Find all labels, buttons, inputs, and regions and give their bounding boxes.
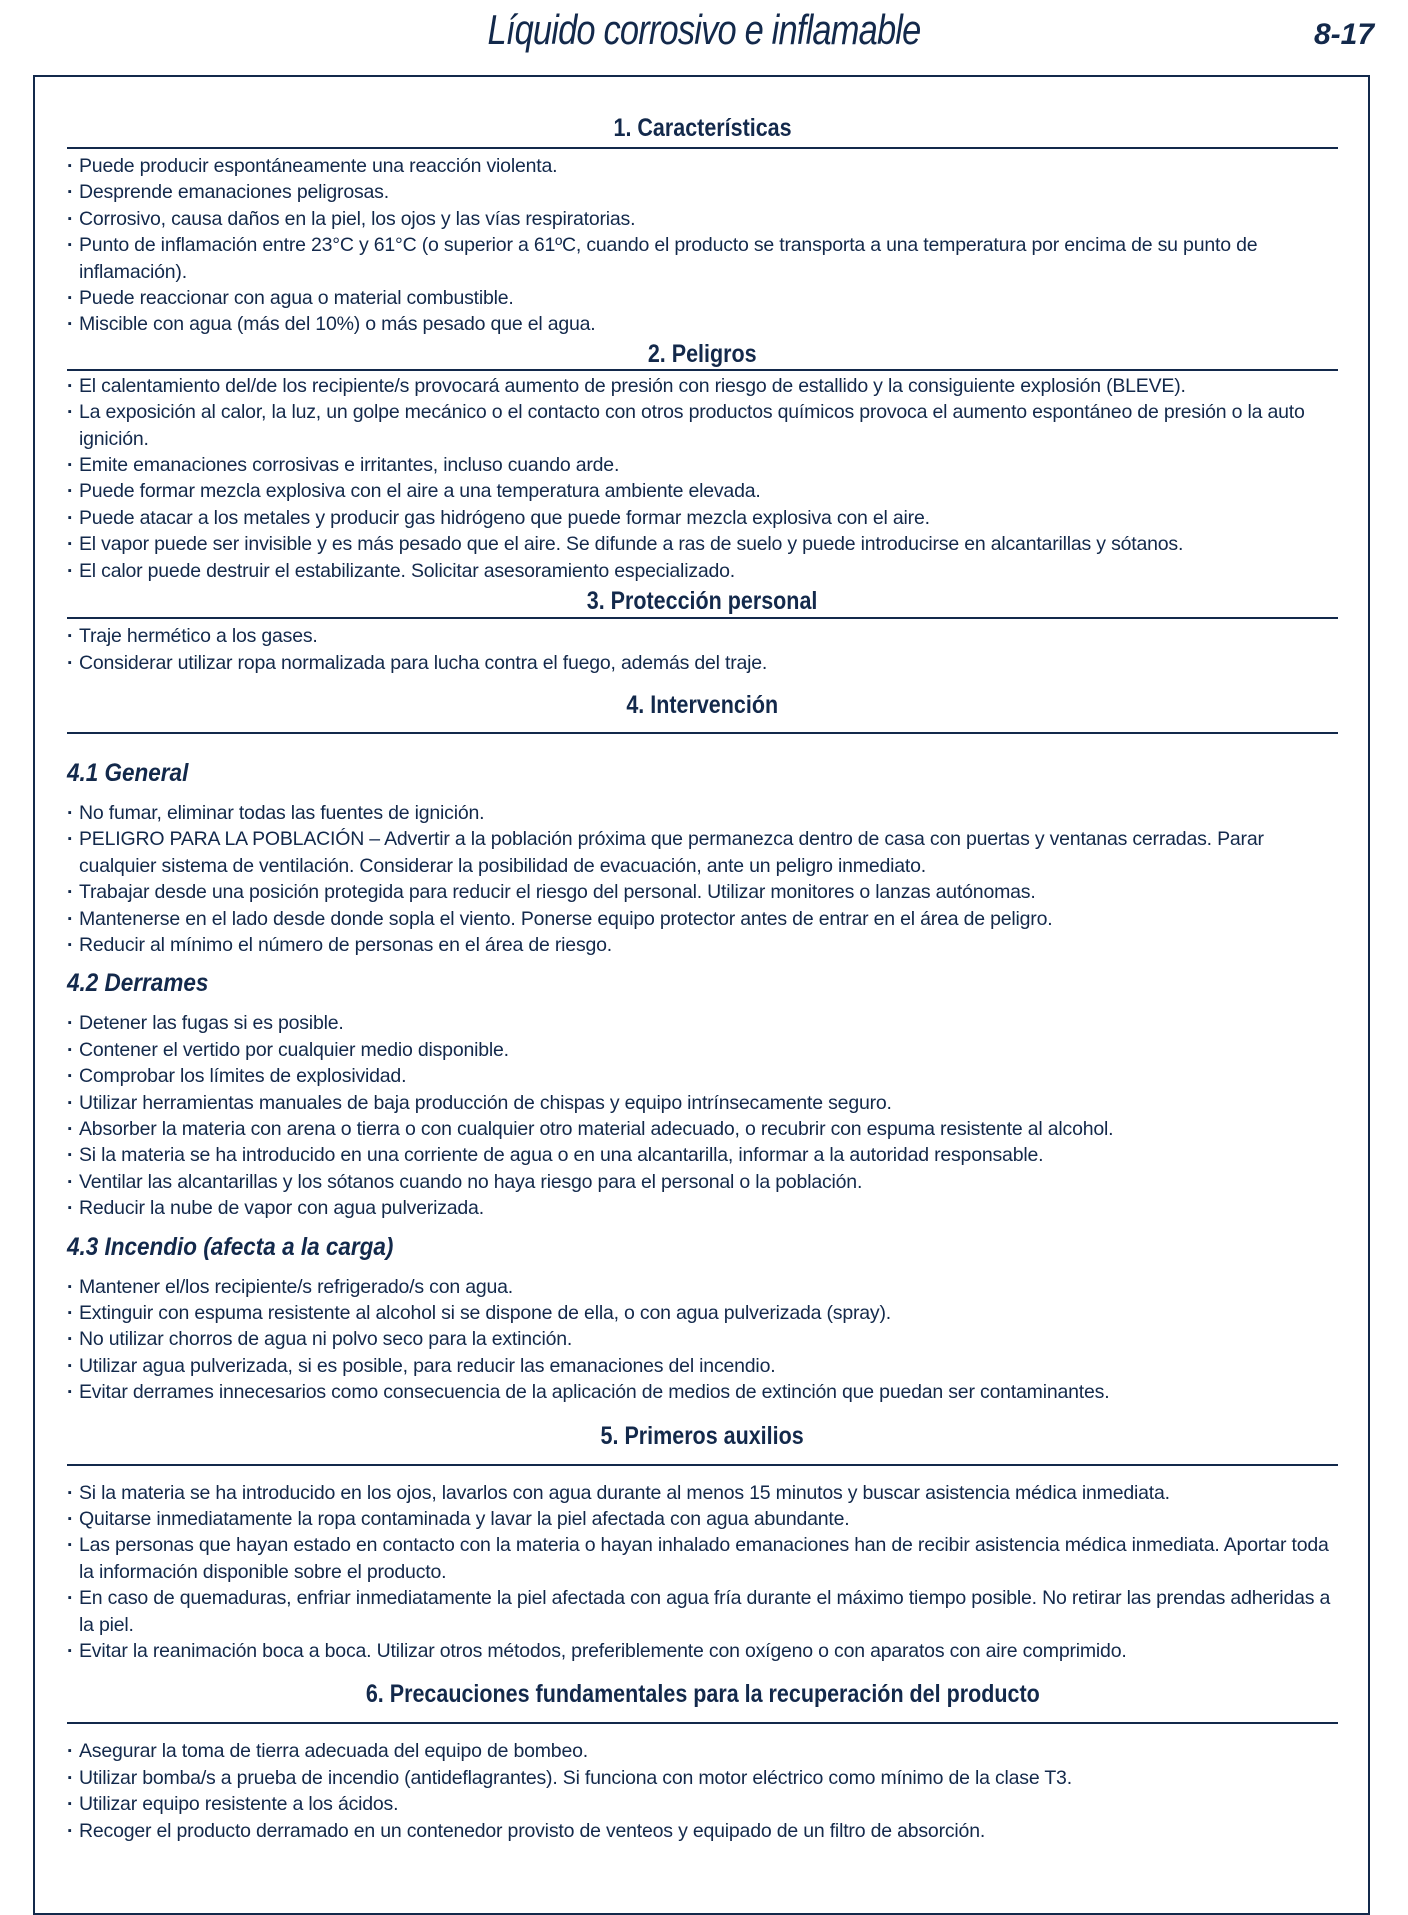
section-heading-precauciones: 6. Precauciones fundamentales para la recuperación del producto (67, 1664, 1338, 1724)
list-derrames (67, 1010, 1338, 1221)
list-item: · Extinguir con espuma resistente al alcohol si se dispone de ella, o con agua pulverizada (spray). (67, 1300, 1338, 1326)
section-heading-proteccion-personal: 3. Protección personal (67, 584, 1338, 619)
list-item: · Mantenerse en el lado desde donde sopla el viento. Ponerse equipo protector antes de entrar en el área de peligro. (67, 906, 1338, 932)
list-item: · Trabajar desde una posición protegida para reducir el riesgo del personal. Utilizar monitores o lanzas autónomas. (67, 879, 1338, 905)
page-title: Líquido corrosivo e inflamable (487, 6, 921, 53)
list-proteccion-personal (67, 623, 1338, 676)
list-item: · No fumar, eliminar todas las fuentes de ignición. (67, 800, 1338, 826)
document-content (67, 75, 1338, 1844)
list-item: · Absorber la materia con arena o tierra o con cualquier otro material adecuado, o recubrir con espuma resistente al alcohol. (67, 1116, 1338, 1142)
section-heading-caracteristicas: 1. Características (67, 75, 1338, 149)
list-general (67, 800, 1338, 958)
subsection-heading-derrames: 4.2 Derrames (67, 969, 209, 998)
list-item: · Puede atacar a los metales y producir gas hidrógeno que puede formar mezcla explosiva con el aire. (67, 505, 1338, 531)
list-item: · El calor puede destruir el estabilizante. Solicitar asesoramiento especializado. (67, 558, 1338, 584)
list-item: · En caso de quemaduras, enfriar inmediatamente la piel afectada con agua fría durante el máximo tiempo posible. No retirar las prendas adheridas a la piel. (67, 1585, 1338, 1638)
list-item: · Evitar la reanimación boca a boca. Utilizar otros métodos, preferiblemente con oxígeno o con aparatos con aire comprimido. (67, 1638, 1338, 1664)
list-item: · Puede formar mezcla explosiva con el aire a una temperatura ambiente elevada. (67, 478, 1338, 504)
list-item: · El vapor puede ser invisible y es más pesado que el aire. Se difunde a ras de suelo y puede introducirse en alcantarillas y sótanos. (67, 531, 1338, 557)
list-item: · Puede reaccionar con agua o material combustible. (67, 285, 1338, 311)
list-item: · Desprende emanaciones peligrosas. (67, 179, 1338, 205)
list-item: · Punto de inflamación entre 23°C y 61°C (o superior a 61ºC, cuando el producto se transporta a una temperatura por encima de su punto de inflamación). (67, 232, 1338, 285)
list-item: · Si la materia se ha introducido en los ojos, lavarlos con agua durante al menos 15 minutos y buscar asistencia médica inmediata. (67, 1480, 1338, 1506)
page-number: 8-17 (1313, 18, 1374, 51)
list-item: · Las personas que hayan estado en contacto con la materia o hayan inhalado emanaciones han de recibir asistencia médica inmediata. Aportar toda la información disponible sobre el producto. (67, 1532, 1338, 1585)
list-item: · Reducir al mínimo el número de personas en el área de riesgo. (67, 932, 1338, 958)
section-heading-primeros-auxilios: 5. Primeros auxilios (67, 1406, 1338, 1466)
list-item: · Puede producir espontáneamente una reacción violenta. (67, 153, 1338, 179)
list-item: · Utilizar agua pulverizada, si es posible, para reducir las emanaciones del incendio. (67, 1353, 1338, 1379)
list-item: · Asegurar la toma de tierra adecuada del equipo de bombeo. (67, 1738, 1338, 1764)
list-item: · Reducir la nube de vapor con agua pulverizada. (67, 1195, 1338, 1221)
list-item: · Utilizar herramientas manuales de baja producción de chispas y equipo intrínsecamente seguro. (67, 1090, 1338, 1116)
list-item: · Considerar utilizar ropa normalizada para lucha contra el fuego, además del traje. (67, 650, 1338, 676)
list-item: · La exposición al calor, la luz, un golpe mecánico o el contacto con otros productos químicos provoca el aumento espontáneo de presión o la auto ignición. (67, 399, 1338, 452)
list-item: · Corrosivo, causa daños en la piel, los ojos y las vías respiratorias. (67, 206, 1338, 232)
list-item: · Miscible con agua (más del 10%) o más pesado que el agua. (67, 311, 1338, 337)
list-item: · Recoger el producto derramado en un contenedor provisto de venteos y equipado de un filtro de absorción. (67, 1818, 1338, 1844)
list-item: · Utilizar equipo resistente a los ácidos. (67, 1791, 1338, 1817)
list-precauciones (67, 1738, 1338, 1844)
list-peligros (67, 373, 1338, 584)
list-item: · Evitar derrames innecesarios como consecuencia de la aplicación de medios de extinción que puedan ser contaminantes. (67, 1379, 1338, 1405)
list-item: · Si la materia se ha introducido en una corriente de agua o en una alcantarilla, informar a la autoridad responsable. (67, 1142, 1338, 1168)
list-primeros-auxilios (67, 1480, 1338, 1665)
list-item: · No utilizar chorros de agua ni polvo seco para la extinción. (67, 1326, 1338, 1352)
list-item: · PELIGRO PARA LA POBLACIÓN – Advertir a la población próxima que permanezca dentro de casa con puertas y ventanas cerradas. Parar cualquier sistema de ventilación. Considerar la posibilidad de evacuación, ante un peligro inmediato. (67, 826, 1338, 879)
list-item: · Traje hermético a los gases. (67, 623, 1338, 649)
list-item: · Mantener el/los recipiente/s refrigerado/s con agua. (67, 1274, 1338, 1300)
list-item: · Utilizar bomba/s a prueba de incendio (antideflagrantes). Si funciona con motor eléctrico como mínimo de la clase T3. (67, 1765, 1338, 1791)
section-heading-peligros: 2. Peligros (67, 338, 1338, 371)
subsection-heading-incendio: 4.3 Incendio (afecta a la carga) (67, 1232, 394, 1261)
list-item: · Contener el vertido por cualquier medio disponible. (67, 1037, 1338, 1063)
subsection-heading-general: 4.1 General (67, 758, 189, 787)
list-item: · Quitarse inmediatamente la ropa contaminada y lavar la piel afectada con agua abundante. (67, 1506, 1338, 1532)
list-item: · El calentamiento del/de los recipiente/s provocará aumento de presión con riesgo de estallido y la consiguiente explosión (BLEVE). (67, 373, 1338, 399)
section-heading-intervencion: 4. Intervención (67, 676, 1338, 734)
list-incendio (67, 1274, 1338, 1406)
list-item: · Emite emanaciones corrosivas e irritantes, incluso cuando arde. (67, 452, 1338, 478)
list-item: · Ventilar las alcantarillas y los sótanos cuando no haya riesgo para el personal o la población. (67, 1169, 1338, 1195)
list-item: · Comprobar los límites de explosividad. (67, 1063, 1338, 1089)
list-item: · Detener las fugas si es posible. (67, 1010, 1338, 1036)
list-caracteristicas (67, 153, 1338, 338)
